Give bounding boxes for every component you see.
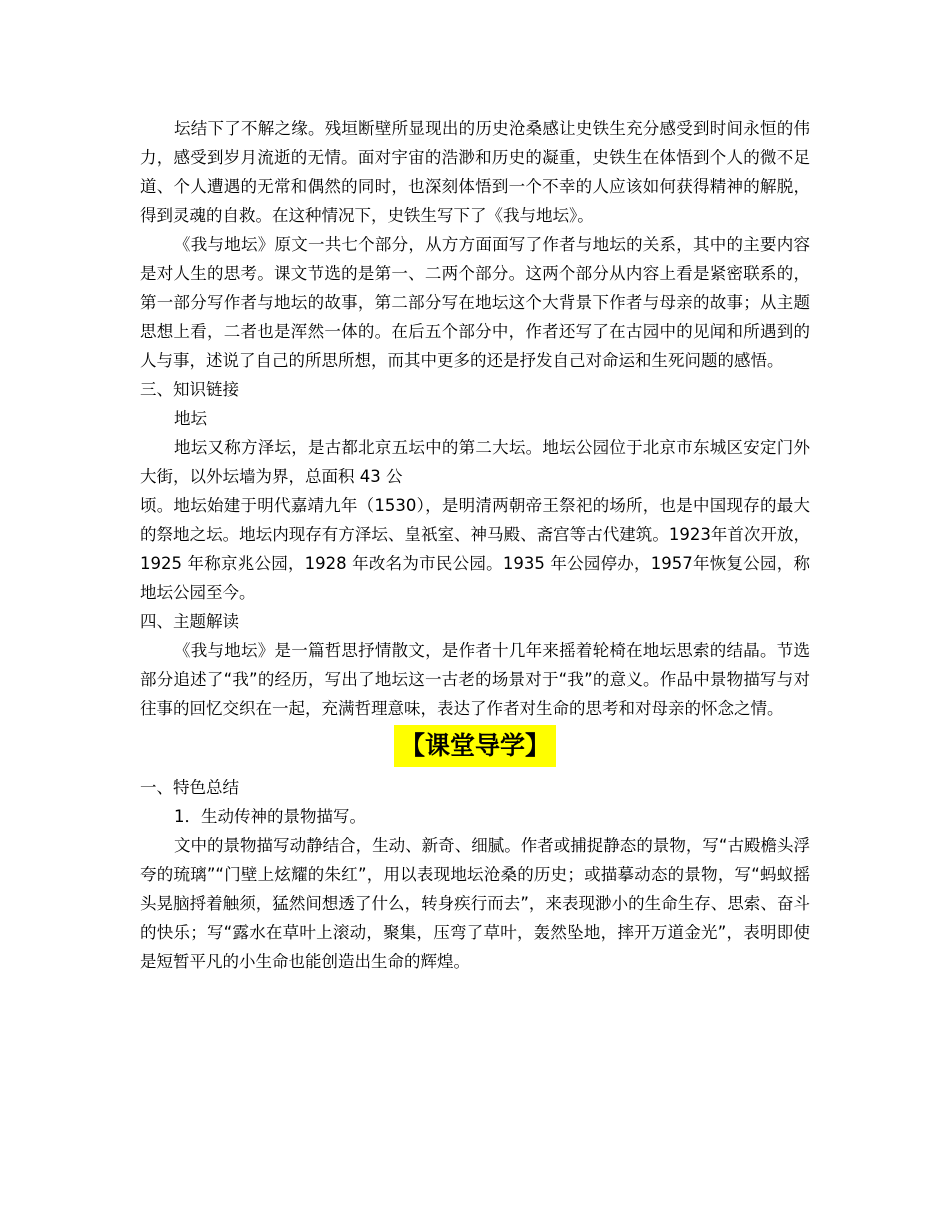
banner-row <box>140 725 810 769</box>
paragraph-structure: 《我与地坛》原文一共七个部分，从方方面面写了作者与地坛的关系，其中的主要内容是对人生的思考。课文节选的是第一、二两个部分。这两个部分从内容上看是紧密联系的，第一部分写作者与地坛的故事，第二部分写在地坛这个大背景下作者与母亲的故事；从主题思想上看，二者也是浑然一体的。在后五个部分中，作者还写了在古园中的见闻和所遇到的人与事，述说了自己的所思所想，而其中更多的还是抒发自己对命运和生死问题的感悟。 <box>140 235 810 370</box>
subheading-ditan: 地坛 <box>174 409 207 428</box>
class-guide-banner: 【课堂导学】 <box>394 725 556 767</box>
section-heading-theme: 四、主题解读 <box>140 612 239 631</box>
document-body <box>140 114 810 976</box>
feature-item-1: 1．生动传神的景物描写。 <box>174 807 366 826</box>
section-heading-knowledge: 三、知识链接 <box>140 380 239 399</box>
paragraph-ditan-2: 顷。地坛始建于明代嘉靖九年（1530），是明清两朝帝王祭祀的场所，也是中国现存的最大的祭地之坛。地坛内现存有方泽坛、皇祇室、神马殿、斋宫等古代建筑。1923年首次开放，1925 年称京兆公园，1928 年改名为市民公园。1935 年公园停办，1957年恢复公园，称地坛公园至今。 <box>140 496 810 602</box>
paragraph-intro-continued: 坛结下了不解之缘。残垣断壁所显现出的历史沧桑感让史铁生充分感受到时间永恒的伟力，感受到岁月流逝的无情。面对宇宙的浩渺和历史的凝重，史铁生在体悟到个人的微不足道、个人遭遇的无常和偶然的同时，也深刻体悟到一个不幸的人应该如何获得精神的解脱，得到灵魂的自救。在这种情况下，史铁生写下了《我与地坛》。 <box>140 119 810 225</box>
paragraph-theme: 《我与地坛》是一篇哲思抒情散文，是作者十几年来摇着轮椅在地坛思索的结晶。节选部分追述了“我”的经历，写出了地坛这一古老的场景对于“我”的意义。作品中景物描写与对往事的回忆交织在一起，充满哲理意味，表达了作者对生命的思考和对母亲的怀念之情。 <box>140 641 810 718</box>
paragraph-ditan-1: 地坛又称方泽坛，是古都北京五坛中的第二大坛。地坛公园位于北京市东城区安定门外大街，以外坛墙为界，总面积 43 公 <box>140 438 810 486</box>
section-heading-features: 一、特色总结 <box>140 778 239 797</box>
paragraph-features: 文中的景物描写动静结合，生动、新奇、细腻。作者或捕捉静态的景物，写“古殿檐头浮夸的琉璃”“门壁上炫耀的朱红”，用以表现地坛沧桑的历史；或描摹动态的景物，写“蚂蚁摇头晃脑捋着触须，猛然间想透了什么，转身疾行而去”，来表现渺小的生命生存、思索、奋斗的快乐；写“露水在草叶上滚动，聚集，压弯了草叶，轰然坠地，摔开万道金光”，表明即使是短暂平凡的小生命也能创造出生命的辉煌。 <box>140 836 810 971</box>
